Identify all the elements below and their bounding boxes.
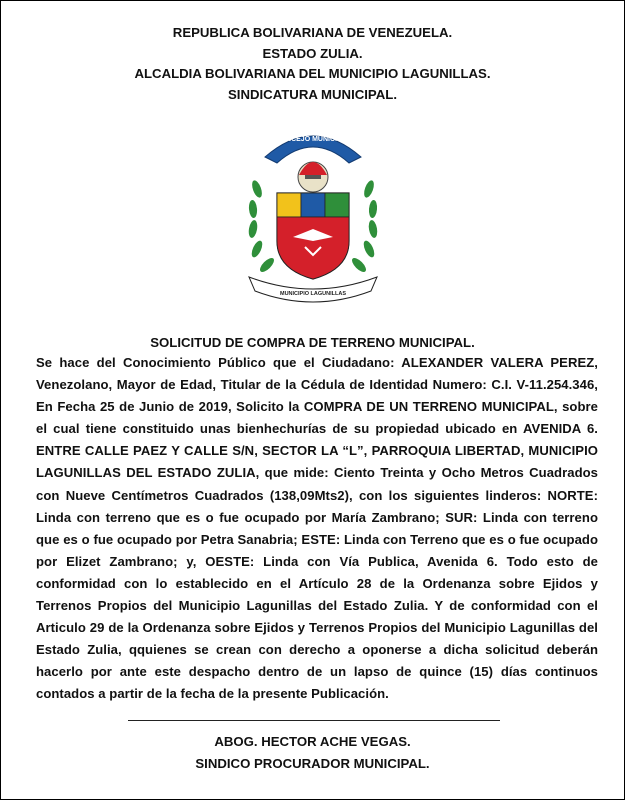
notice-body: Se hace del Conocimiento Público que el Ciudadano: ALEXANDER VALERA PEREZ, Venezolano, Mayor de Edad, Titular de la Cédula de Identidad Numero: C.I. V-11.254.346, En Fecha 25 de Junio de 2019, Solicito la COMPRA DE UN TERRENO MUNICIPAL, sobre el cual tiene constituido unas bienhechurías de su propiedad ubicado en AVENIDA 6. ENTRE CALLE PAEZ Y CALLE S/N, SECTOR LA “L”, PARROQUIA LIBERTAD, MUNICIPIO LAGUNILLAS DEL ESTADO ZULIA, que mide: Ciento Treinta y Ocho Metros Cuadrados con Nueve Centímetros Cuadrados (138,09Mts2), con los siguientes linderos: NORTE: Linda con terreno que es o fue ocupado por María Zambrano; SUR: Linda con terreno que es o fue ocupado por Petra Sanabria; ESTE: Linda con Terreno que es o fue ocupado por Elizet Zambrano; y, OESTE: Linda con Vía Publica, Avenida 6. Todo esto de conformidad con lo establecido en el Artículo 28 de la Ordenanza sobre Ejidos y Terrenos Propios del Municipio Lagunillas del Estado Zulia. Y de conformidad con el Articulo 29 de la Ordenanza sobre Ejidos y Terrenos Propios del Municipio Lagunillas del Estado Zulia, qquienes se crean con derecho a oponerse a dicha solicitud deberán hacerlo por ante este despacho dentro de un lapso de quince (15) días continuos contados a partir de la fecha de la presente Publicación. xyxy=(36,355,598,702)
signature-block xyxy=(1,731,624,775)
signatory-name: ABOG. HECTOR ACHE VEGAS. xyxy=(214,734,411,749)
signatory-role: SINDICO PROCURADOR MUNICIPAL. xyxy=(195,756,430,771)
header-line-office: SINDICATURA MUNICIPAL. xyxy=(228,86,397,102)
signature-line xyxy=(128,720,500,721)
municipal-seal-icon xyxy=(245,119,381,319)
seal-ribbon-text: MUNICIPIO LAGUNILLAS xyxy=(280,291,346,297)
header-line-state: ESTADO ZULIA. xyxy=(262,45,363,61)
document-header xyxy=(1,23,624,105)
header-line-country: REPUBLICA BOLIVARIANA DE VENEZUELA. xyxy=(172,25,453,40)
seal-top-text: CONCEJO MUNICIPAL xyxy=(275,136,351,143)
header-line-municipality: ALCALDIA BOLIVARIANA DEL MUNICIPIO LAGUNILLAS. xyxy=(134,66,491,81)
notice-title: SOLICITUD DE COMPRA DE TERRENO MUNICIPAL. xyxy=(150,335,475,350)
